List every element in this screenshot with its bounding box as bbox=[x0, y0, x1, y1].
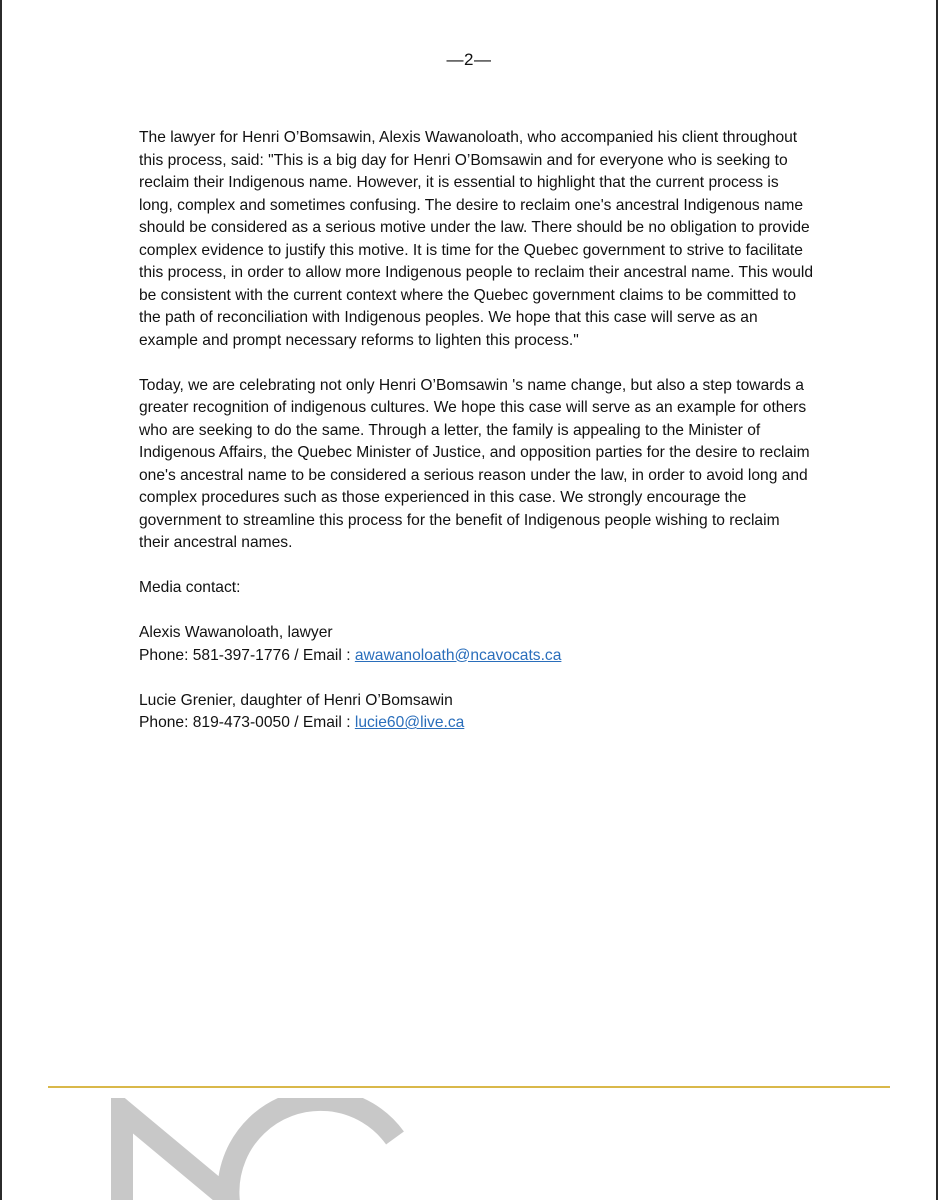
email-link-lawyer[interactable]: awawanoloath@ncavocats.ca bbox=[354, 646, 562, 664]
quote-paragraph: The lawyer for Henri O’Bomsawin, Alexis Wawanoloath, who accompanied his client throughout this process, said: "This is a big day for Henri O’Bomsawin and for everyone who is seeking to reclaim their Indigenous name. However, it is essential to highlight that the current process is long, complex and sometimes confusing. The desire to reclaim one's ancestral Indigenous name should be considered as a serious motive under the law. There should be no obligation to provide complex evidence to justify this motive. It is time for the Quebec government to strive to facilitate this process, in order to allow more Indigenous people to reclaim their ancestral name. This would be consistent with the current context where the Quebec government claims to be committed to the path of reconciliation with Indigenous peoples. We hope that this case will serve as an example and prompt necessary reforms to lighten this process." bbox=[139, 129, 814, 349]
contact-details bbox=[139, 712, 814, 735]
page-border-left bbox=[0, 0, 2, 1200]
contact-name: Alexis Wawanoloath, lawyer bbox=[139, 624, 333, 641]
celebration-paragraph: Today, we are celebrating not only Henri O’Bomsawin 's name change, but also a step towards a greater recognition of indigenous cultures. We hope this case will serve as an example for others who are seeking to do the same. Through a letter, the family is appealing to the Minister of Indigenous Affairs, the Quebec Minister of Justice, and opposition parties for the desire to reclaim one's ancestral name to be considered a serious reason under the law, in order to avoid long and complex procedures such as those experienced in this case. We strongly encourage the government to streamline this process for the benefit of Indigenous people wishing to reclaim their ancestral names. bbox=[139, 376, 810, 551]
contact-block-daughter bbox=[139, 690, 814, 735]
firm-logo-watermark bbox=[100, 1098, 430, 1200]
document-body bbox=[139, 127, 814, 757]
page-number: —2— bbox=[446, 50, 492, 69]
contact-details bbox=[139, 645, 814, 668]
footer-divider bbox=[48, 1086, 890, 1088]
email-link-daughter[interactable]: lucie60@live.ca bbox=[354, 714, 465, 731]
contact-phone: Phone: 581-397-1776 / Email : bbox=[139, 646, 355, 664]
contact-phone: Phone: 819-473-0050 / Email : bbox=[139, 714, 355, 731]
nc-logo-icon bbox=[100, 1098, 430, 1200]
contact-name: Lucie Grenier, daughter of Henri O’Bomsawin bbox=[139, 691, 453, 709]
media-contact-heading: Media contact: bbox=[139, 579, 241, 596]
contact-block-lawyer bbox=[139, 622, 814, 667]
